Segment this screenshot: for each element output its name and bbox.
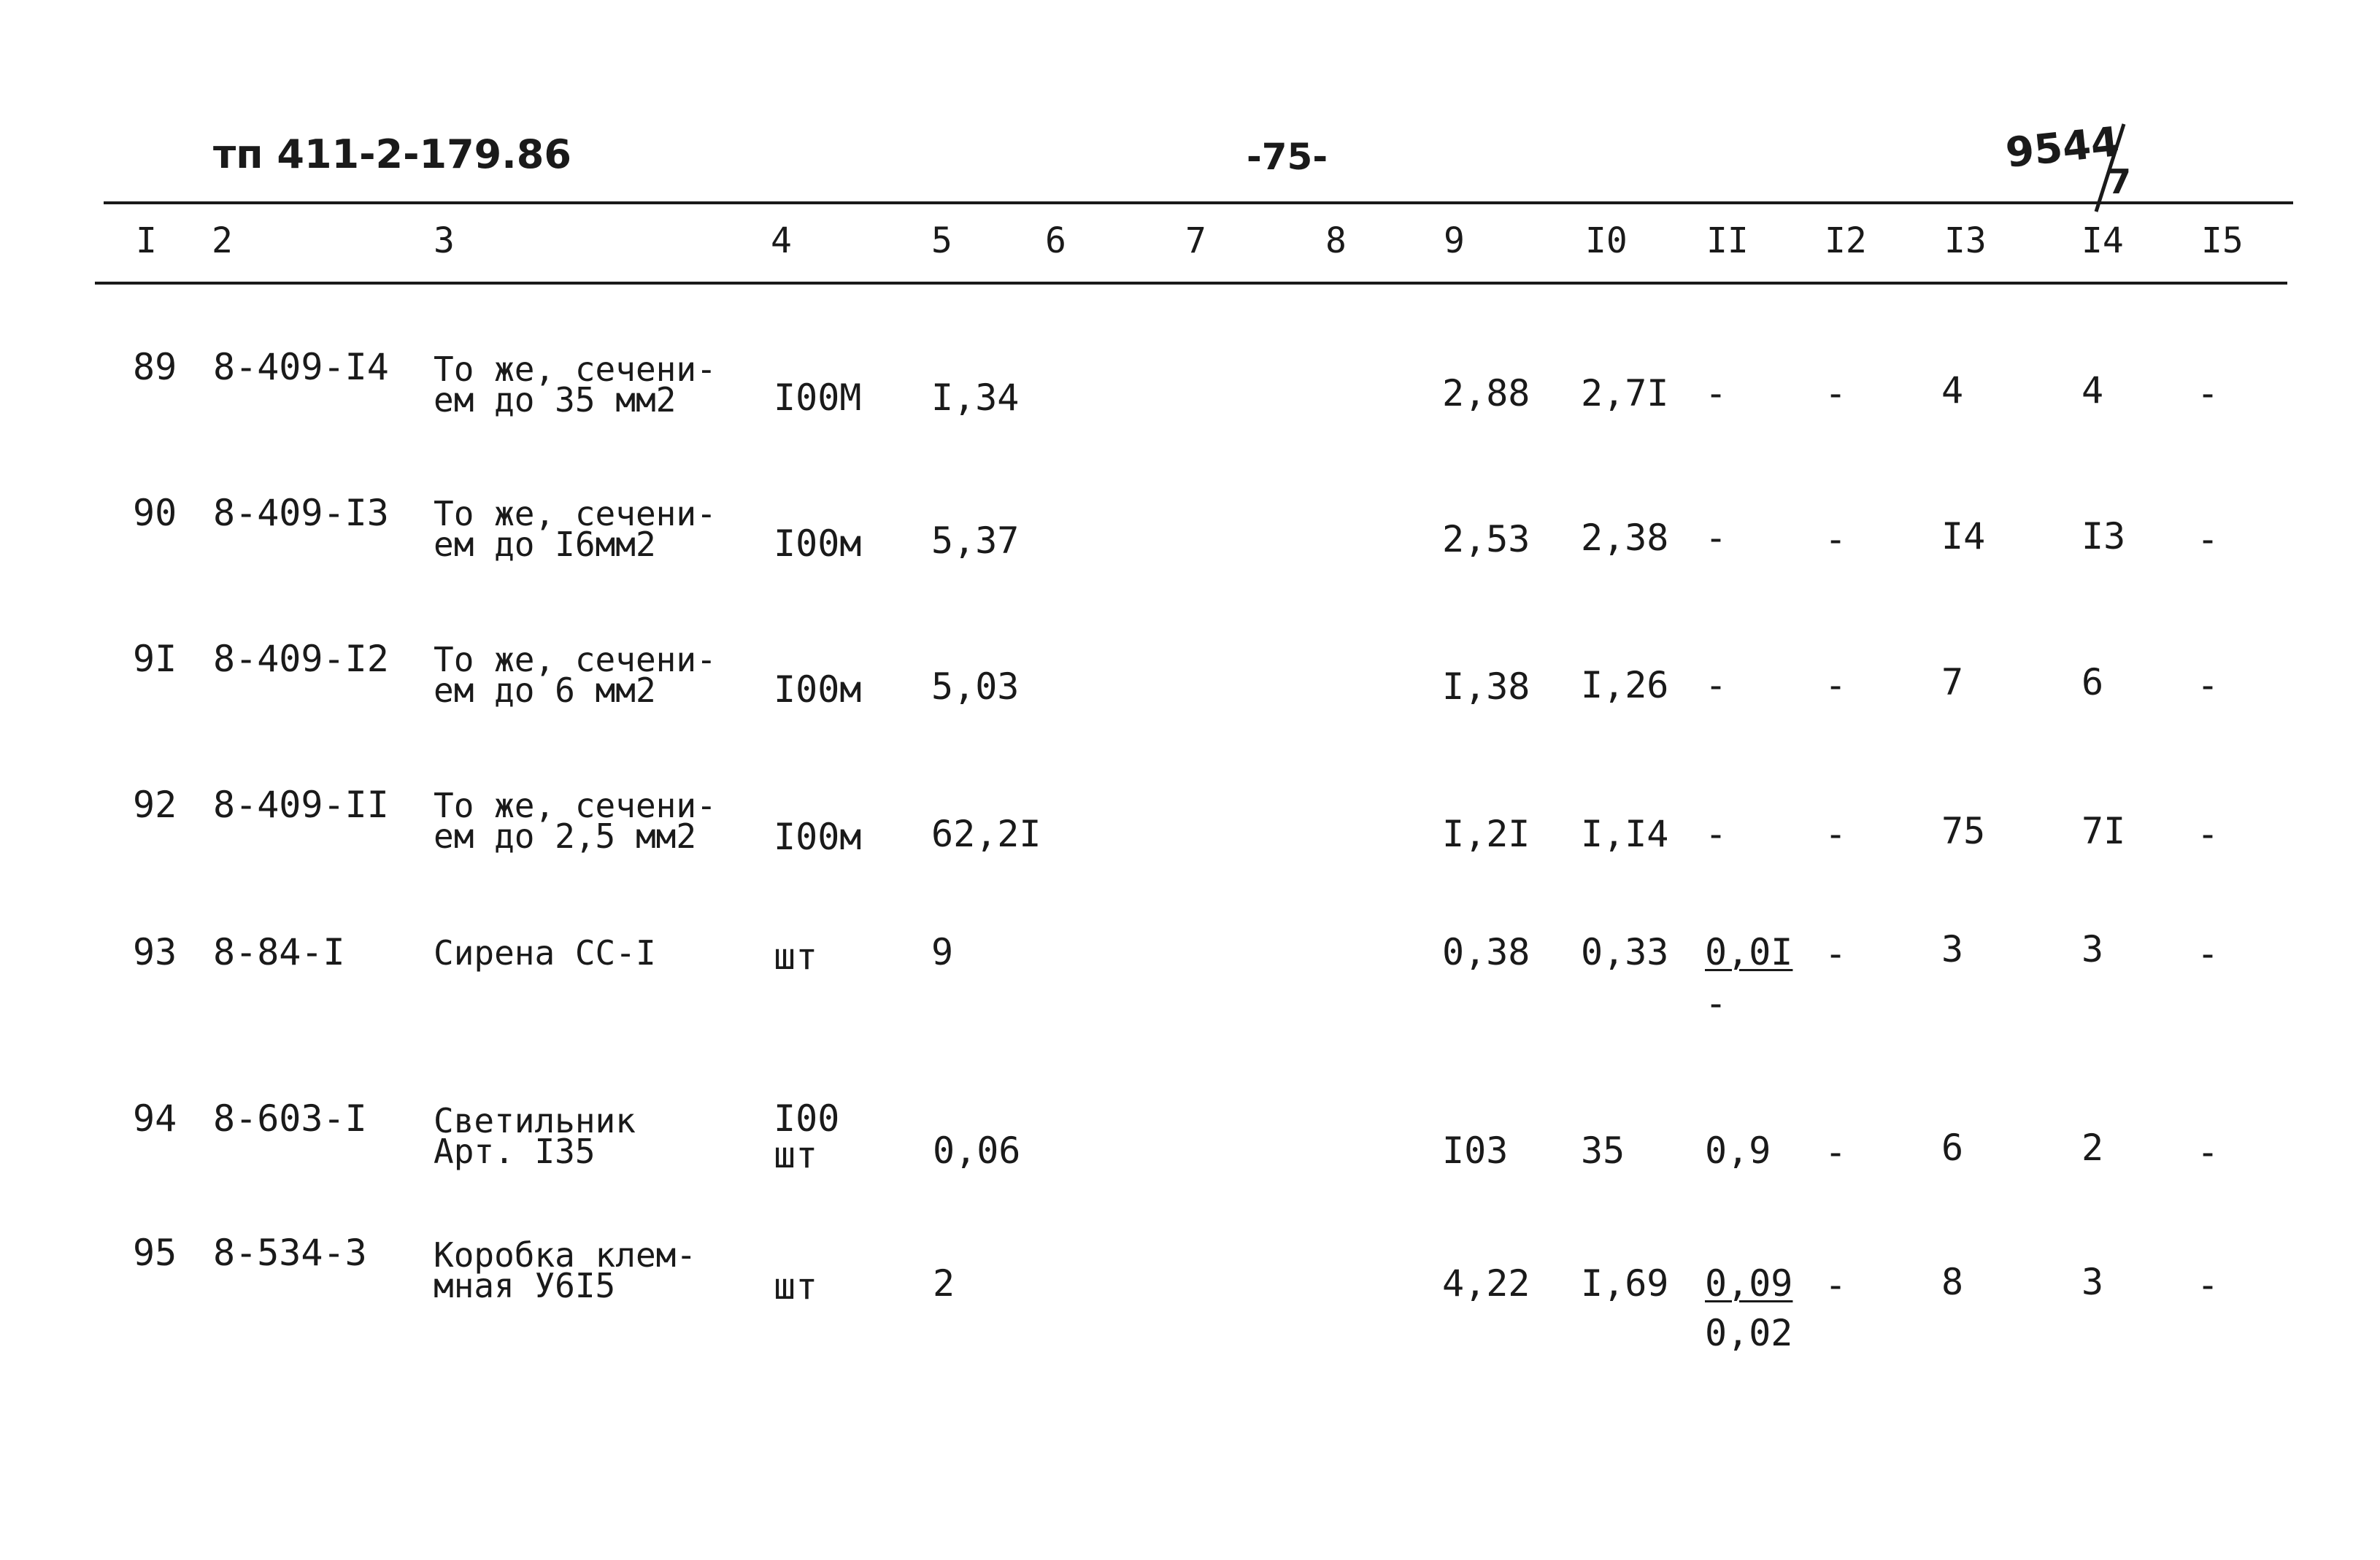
row-col10: I,26: [1581, 664, 1669, 706]
column-header: I3: [1944, 220, 1987, 261]
row-col10: 0,33: [1581, 931, 1669, 973]
row-unit: шт: [774, 935, 818, 978]
row-col13: 7: [1941, 661, 1964, 703]
row-col14: 7I: [2081, 810, 2126, 852]
row-description: То же, сечени-: [434, 494, 717, 533]
row-col11: -: [1705, 372, 1728, 414]
row-number: 90: [133, 492, 177, 534]
row-col12: -: [1825, 664, 1847, 706]
row-col9: I,38: [1442, 665, 1530, 708]
row-col15: -: [2197, 664, 2219, 706]
row-col12: -: [1825, 1131, 1847, 1173]
row-code: 8-409-I4: [213, 346, 389, 388]
column-header: I5: [2201, 220, 2244, 261]
column-header: 5: [931, 220, 952, 261]
row-col11-denominator: -: [1705, 982, 1728, 1024]
row-description: Светильник: [434, 1101, 636, 1140]
row-col13: 8: [1941, 1261, 1964, 1303]
row-unit: I00: [774, 1097, 840, 1140]
row-col10: I,69: [1581, 1262, 1669, 1305]
row-col9: 4,22: [1442, 1262, 1530, 1305]
row-description: То же, сечени-: [434, 640, 717, 679]
row-col11-denominator: 0,02: [1705, 1312, 1793, 1354]
column-header: II: [1706, 220, 1749, 261]
column-header: 2: [212, 220, 233, 261]
row-col11: -: [1705, 813, 1728, 855]
row-col15: -: [2197, 1264, 2219, 1306]
row-description: ем до 35 мм2: [434, 380, 677, 420]
row-unit: I00м: [774, 816, 862, 858]
column-header: I4: [2081, 220, 2124, 261]
column-header: 8: [1325, 220, 1347, 261]
row-col12: -: [1825, 1264, 1847, 1306]
row-description: То же, сечени-: [434, 786, 717, 825]
row-unit: I00м: [774, 668, 862, 711]
row-col9: 2,88: [1442, 372, 1530, 414]
row-description: ем до I6мм2: [434, 525, 656, 564]
column-header: 4: [771, 220, 792, 261]
row-col12: -: [1825, 932, 1847, 975]
row-code: 8-603-I: [213, 1097, 367, 1140]
row-col11-numerator: 0,09: [1705, 1262, 1793, 1305]
sheet-ref-main: 9544: [2003, 118, 2122, 177]
row-col13: 6: [1941, 1127, 1964, 1169]
row-unit: шт: [774, 1265, 818, 1308]
row-col15: -: [2197, 813, 2219, 855]
page-number: -75-: [1247, 136, 1328, 178]
row-number: 95: [133, 1232, 177, 1274]
row-col9: I03: [1442, 1130, 1509, 1172]
row-col10: 2,38: [1581, 517, 1669, 559]
row-col13: 4: [1941, 369, 1964, 412]
column-header: 3: [434, 220, 455, 261]
row-col9: 0,38: [1442, 931, 1530, 973]
header-bottom-rule: [95, 282, 2287, 285]
row-col15: -: [2197, 1131, 2219, 1173]
document-code: тп 411-2-179.86: [213, 131, 571, 177]
row-col5: 62,2I: [931, 813, 1041, 855]
row-unit: I00м: [774, 522, 862, 565]
row-col10: I,I4: [1581, 813, 1669, 855]
row-col15: -: [2197, 518, 2219, 560]
row-col11: -: [1705, 664, 1728, 706]
row-description: То же, сечени-: [434, 350, 717, 389]
row-number: 92: [133, 784, 177, 826]
row-col12: -: [1825, 372, 1847, 414]
row-col5: 9: [931, 931, 954, 973]
row-description: Арт. I35: [434, 1132, 596, 1171]
row-col5: 5,03: [931, 665, 1020, 708]
row-col10: 2,7I: [1581, 372, 1669, 414]
row-unit-line2: шт: [774, 1134, 818, 1176]
row-col14: 3: [2081, 1261, 2104, 1303]
row-col15: -: [2197, 932, 2219, 975]
row-code: 8-409-I3: [213, 492, 389, 534]
row-col12: -: [1825, 813, 1847, 855]
row-number: 93: [133, 931, 177, 973]
row-description: Сирена СС-I: [434, 933, 656, 973]
row-col14: 3: [2081, 928, 2104, 970]
row-col11: -: [1705, 517, 1728, 559]
column-header: I2: [1825, 220, 1867, 261]
row-col13: 75: [1941, 810, 1986, 852]
row-code: 8-409-I2: [213, 638, 389, 680]
row-unit: I00М: [774, 377, 862, 419]
row-number: 94: [133, 1097, 177, 1140]
column-header: 7: [1185, 220, 1206, 261]
column-header: 9: [1444, 220, 1465, 261]
row-code: 8-534-3: [213, 1232, 367, 1274]
row-code: 8-84-I: [213, 931, 345, 973]
header-top-rule: [104, 201, 2293, 204]
row-col14: 4: [2081, 369, 2104, 412]
sheet-ref-sub: 7: [2108, 162, 2132, 201]
column-header: 6: [1045, 220, 1066, 261]
row-col11: 0,9: [1705, 1130, 1771, 1172]
column-header: I0: [1585, 220, 1628, 261]
row-col15: -: [2197, 372, 2219, 414]
row-col14: 2: [2081, 1127, 2104, 1169]
row-col5: 2: [933, 1262, 955, 1305]
row-col13: 3: [1941, 928, 1964, 970]
row-description: ем до 2,5 мм2: [434, 816, 697, 856]
row-col13: I4: [1941, 515, 1986, 557]
row-number: 89: [133, 346, 177, 388]
row-col9: I,2I: [1442, 813, 1530, 855]
row-col9: 2,53: [1442, 518, 1530, 560]
row-number: 9I: [133, 638, 177, 680]
row-col11-numerator: 0,0I: [1705, 931, 1793, 973]
row-col14: I3: [2081, 515, 2126, 557]
row-description: Коробка клем-: [434, 1235, 697, 1275]
row-description: ем до 6 мм2: [434, 671, 656, 710]
column-header: I: [136, 220, 157, 261]
row-col12: -: [1825, 518, 1847, 560]
row-col5: I,34: [931, 377, 1020, 419]
row-col5: 5,37: [931, 520, 1020, 562]
row-description: мная У6I5: [434, 1266, 616, 1305]
row-col10: 35: [1581, 1130, 1625, 1172]
row-code: 8-409-II: [213, 784, 389, 826]
row-col5: 0,06: [933, 1130, 1021, 1172]
row-col14: 6: [2081, 661, 2104, 703]
